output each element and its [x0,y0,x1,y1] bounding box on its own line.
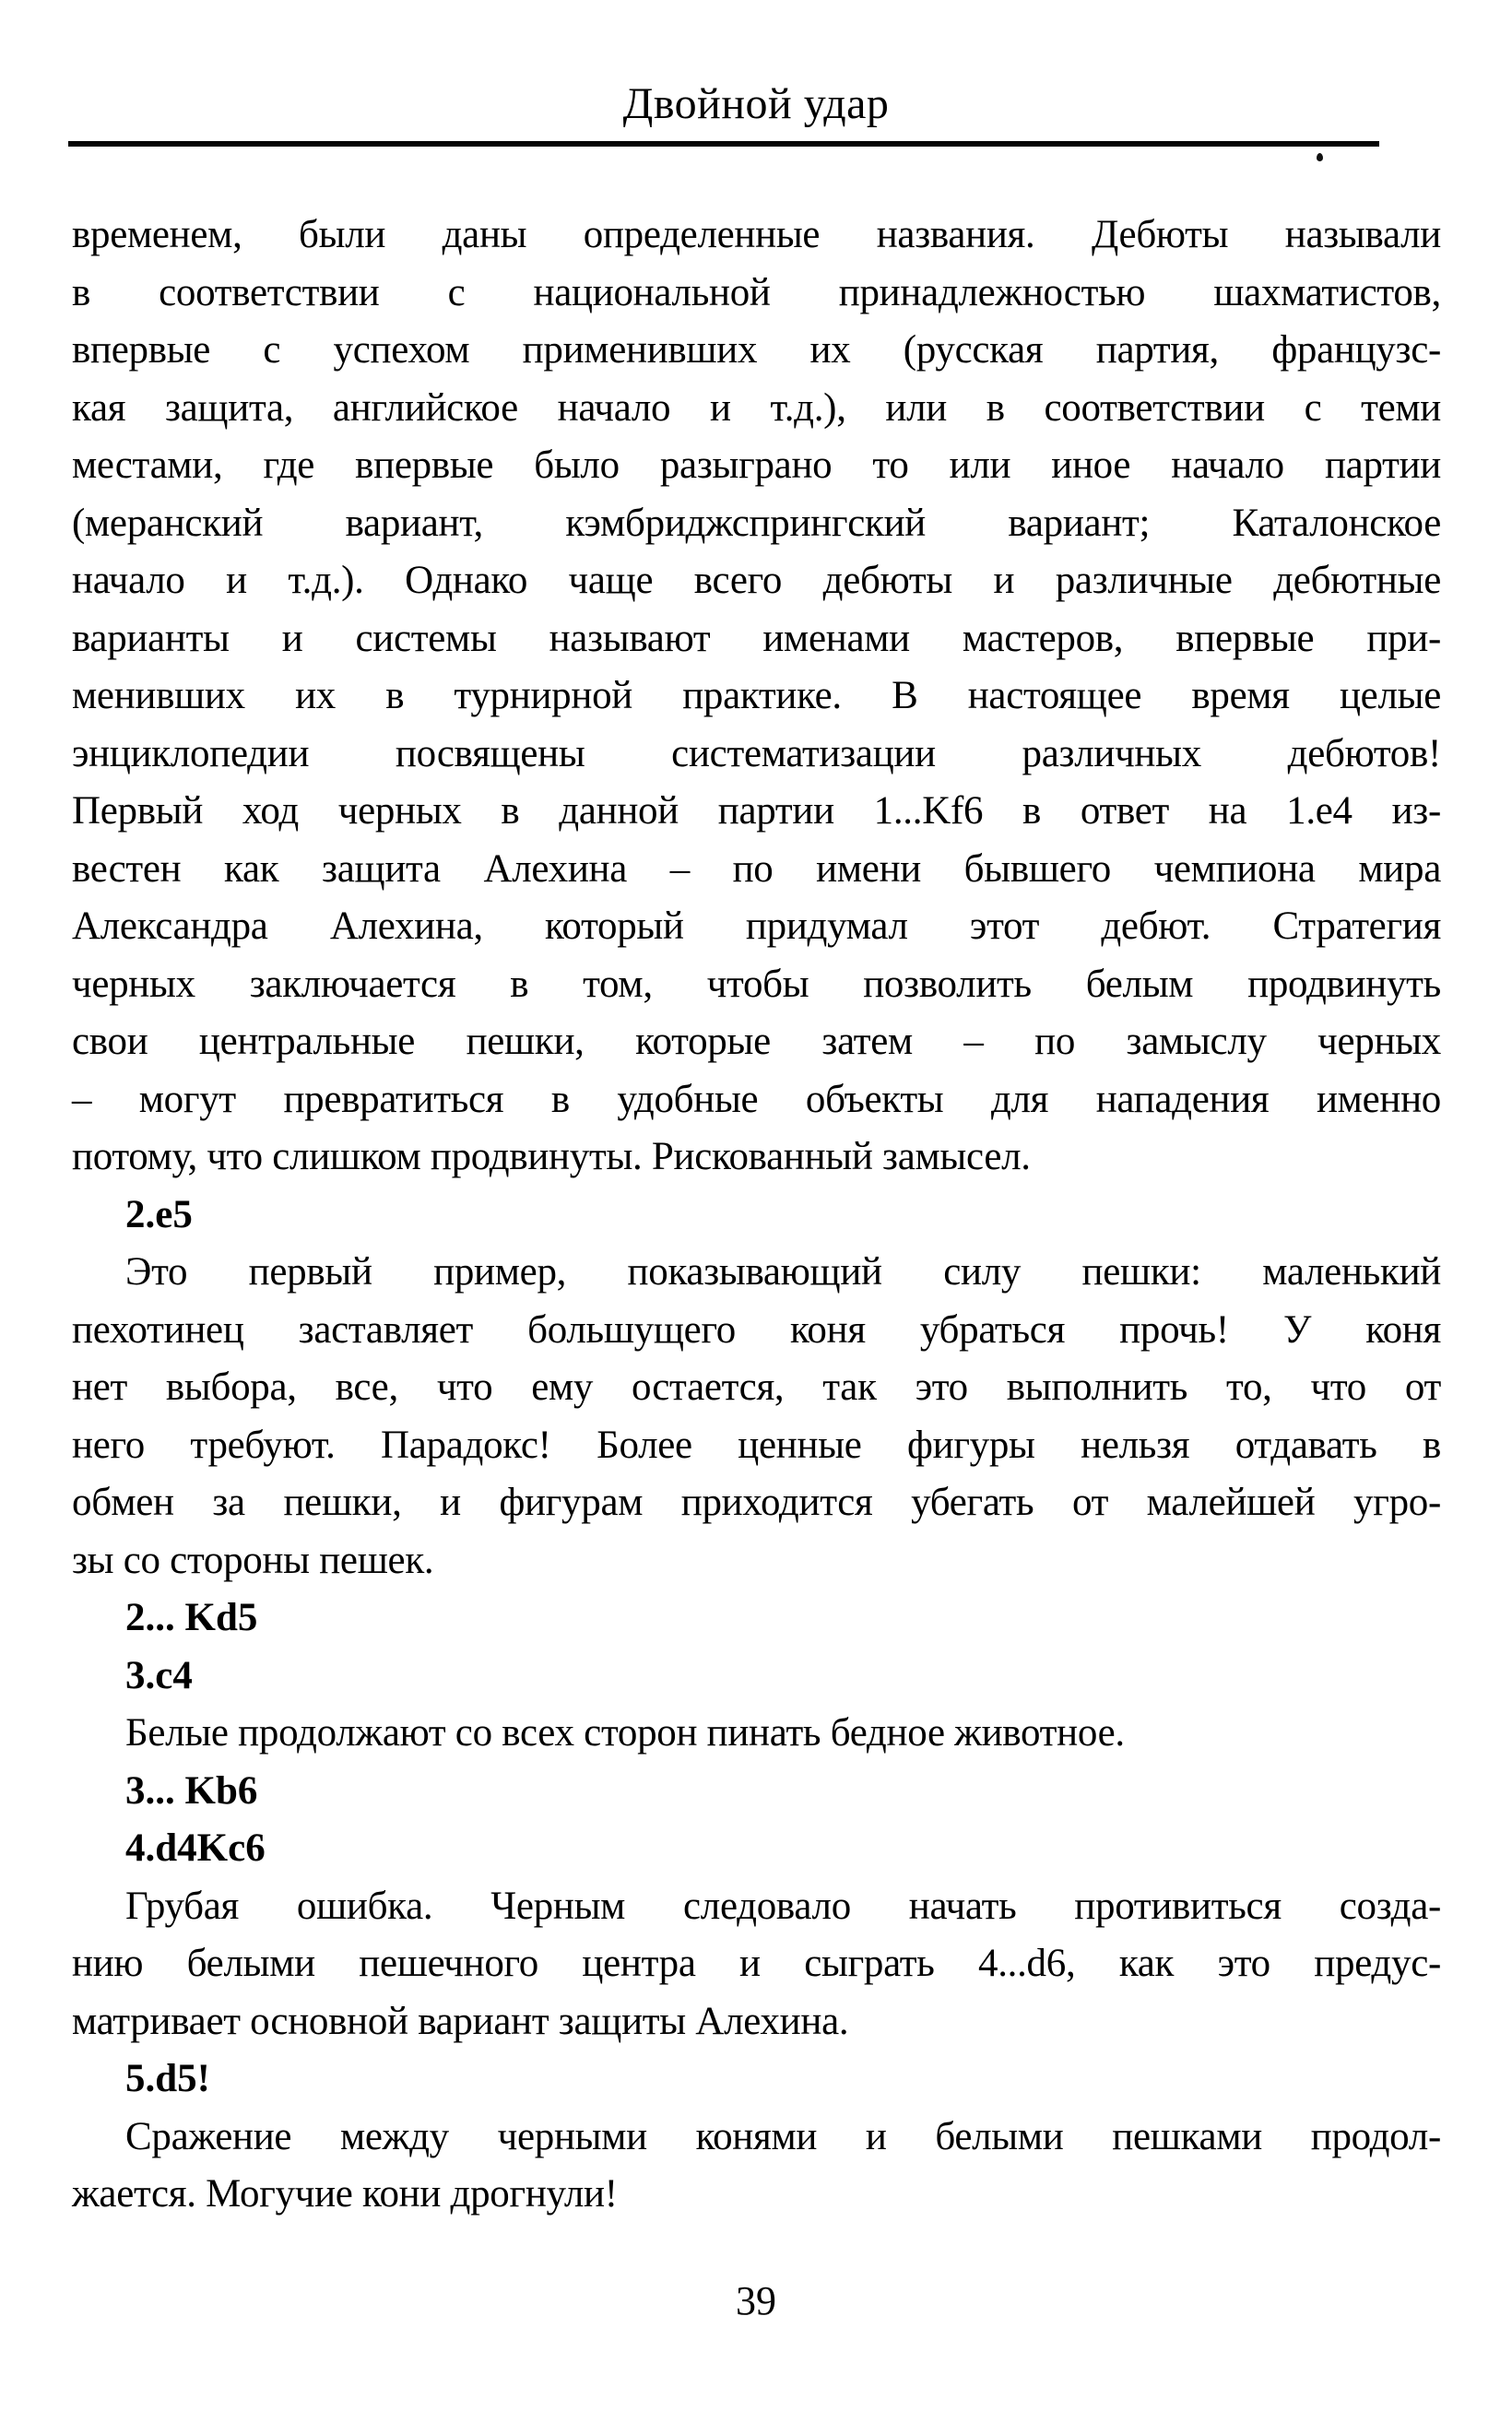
page-header-title: Двойной удар [622,79,890,128]
text-line: 4.d4Kc6 [125,1826,266,1870]
text-line: временем, были даны определенные названия. Дебюты называли [72,213,1441,256]
text-line: пехотинец заставляет большущего коня убраться прочь! У коня [72,1307,1441,1352]
text-line: свои центральные пешки, которые затем – по замыслу черных [72,1020,1441,1063]
text-line: 3.c4 [125,1653,193,1697]
text-line: черных заключается в том, чтобы позволить белым продвинуть [72,962,1441,1006]
text-line: него требуют. Парадокс! Более ценные фигуры нельзя отдавать в [72,1423,1441,1467]
text-line: кая защита, английское начало и т.д.), или в соответствии с теми [72,385,1441,430]
text-line: нет выбора, все, что ему остается, так это выполнить то, что от [72,1365,1441,1409]
text-line: Первый ход черных в данной партии 1...Kf6 в ответ на 1.e4 из- [72,789,1441,833]
text-line: (меранский вариант, кэмбриджспрингский вариант; Каталонское [72,501,1441,545]
text-line: обмен за пешки, и фигурам приходится убегать от малейшей угро- [72,1481,1441,1524]
text-line: 2.e5 [125,1192,193,1236]
text-line: Это первый пример, показывающий силу пешки: маленький [125,1250,1441,1294]
text-line: начало и т.д.). Однако чаще всего дебюты и различные дебютные [72,559,1441,602]
text-line: – могут превратиться в удобные объекты для нападения именно [72,1077,1441,1121]
page-number: 39 [736,2278,776,2323]
text-line: потому, что слишком продвинуты. Рискованный замысел. [72,1135,1031,1178]
text-line: зы со стороны пешек. [72,1538,434,1582]
text-line: Сражение между черными конями и белыми пешками продол- [125,2114,1441,2158]
text-line: Александра Алехина, который придумал этот дебют. Стратегия [72,904,1441,948]
header-divider [68,141,1379,147]
text-line: жается. Могучие кони дрогнули! [72,2172,618,2216]
text-line: вестен как защита Алехина – по имени бывшего чемпиона мира [72,846,1441,891]
text-line: 3... Kb6 [125,1768,258,1813]
text-line: местами, где впервые было разыграно то или иное начало партии [72,443,1441,487]
text-line: Белые продолжают со всех сторон пинать бедное животное. [125,1711,1125,1755]
text-line: нию белыми пешечного центра и сыграть 4...d6, как это предус- [72,1942,1441,1985]
text-line: 5.d5! [125,2057,210,2100]
text-line: матривает основной вариант защиты Алехина. [72,1999,849,2043]
text-line: энциклопедии посвящены систематизации различных дебютов! [72,731,1441,775]
text-line: Грубая ошибка. Черным следовало начать противиться созда- [125,1884,1441,1928]
text-line: 2... Kd5 [125,1596,258,1639]
page-body [72,207,1441,2224]
text-line: в соответствии с национальной принадлежностью шахматистов, [72,270,1441,314]
scan-artifact-mark [1317,153,1323,161]
text-line: менивших их в турнирной практике. В настоящее время целые [72,674,1441,717]
text-line: варианты и системы называют именами мастеров, впервые при- [72,616,1441,660]
text-line: впервые с успехом применивших их (русская партия, французс- [72,328,1441,372]
